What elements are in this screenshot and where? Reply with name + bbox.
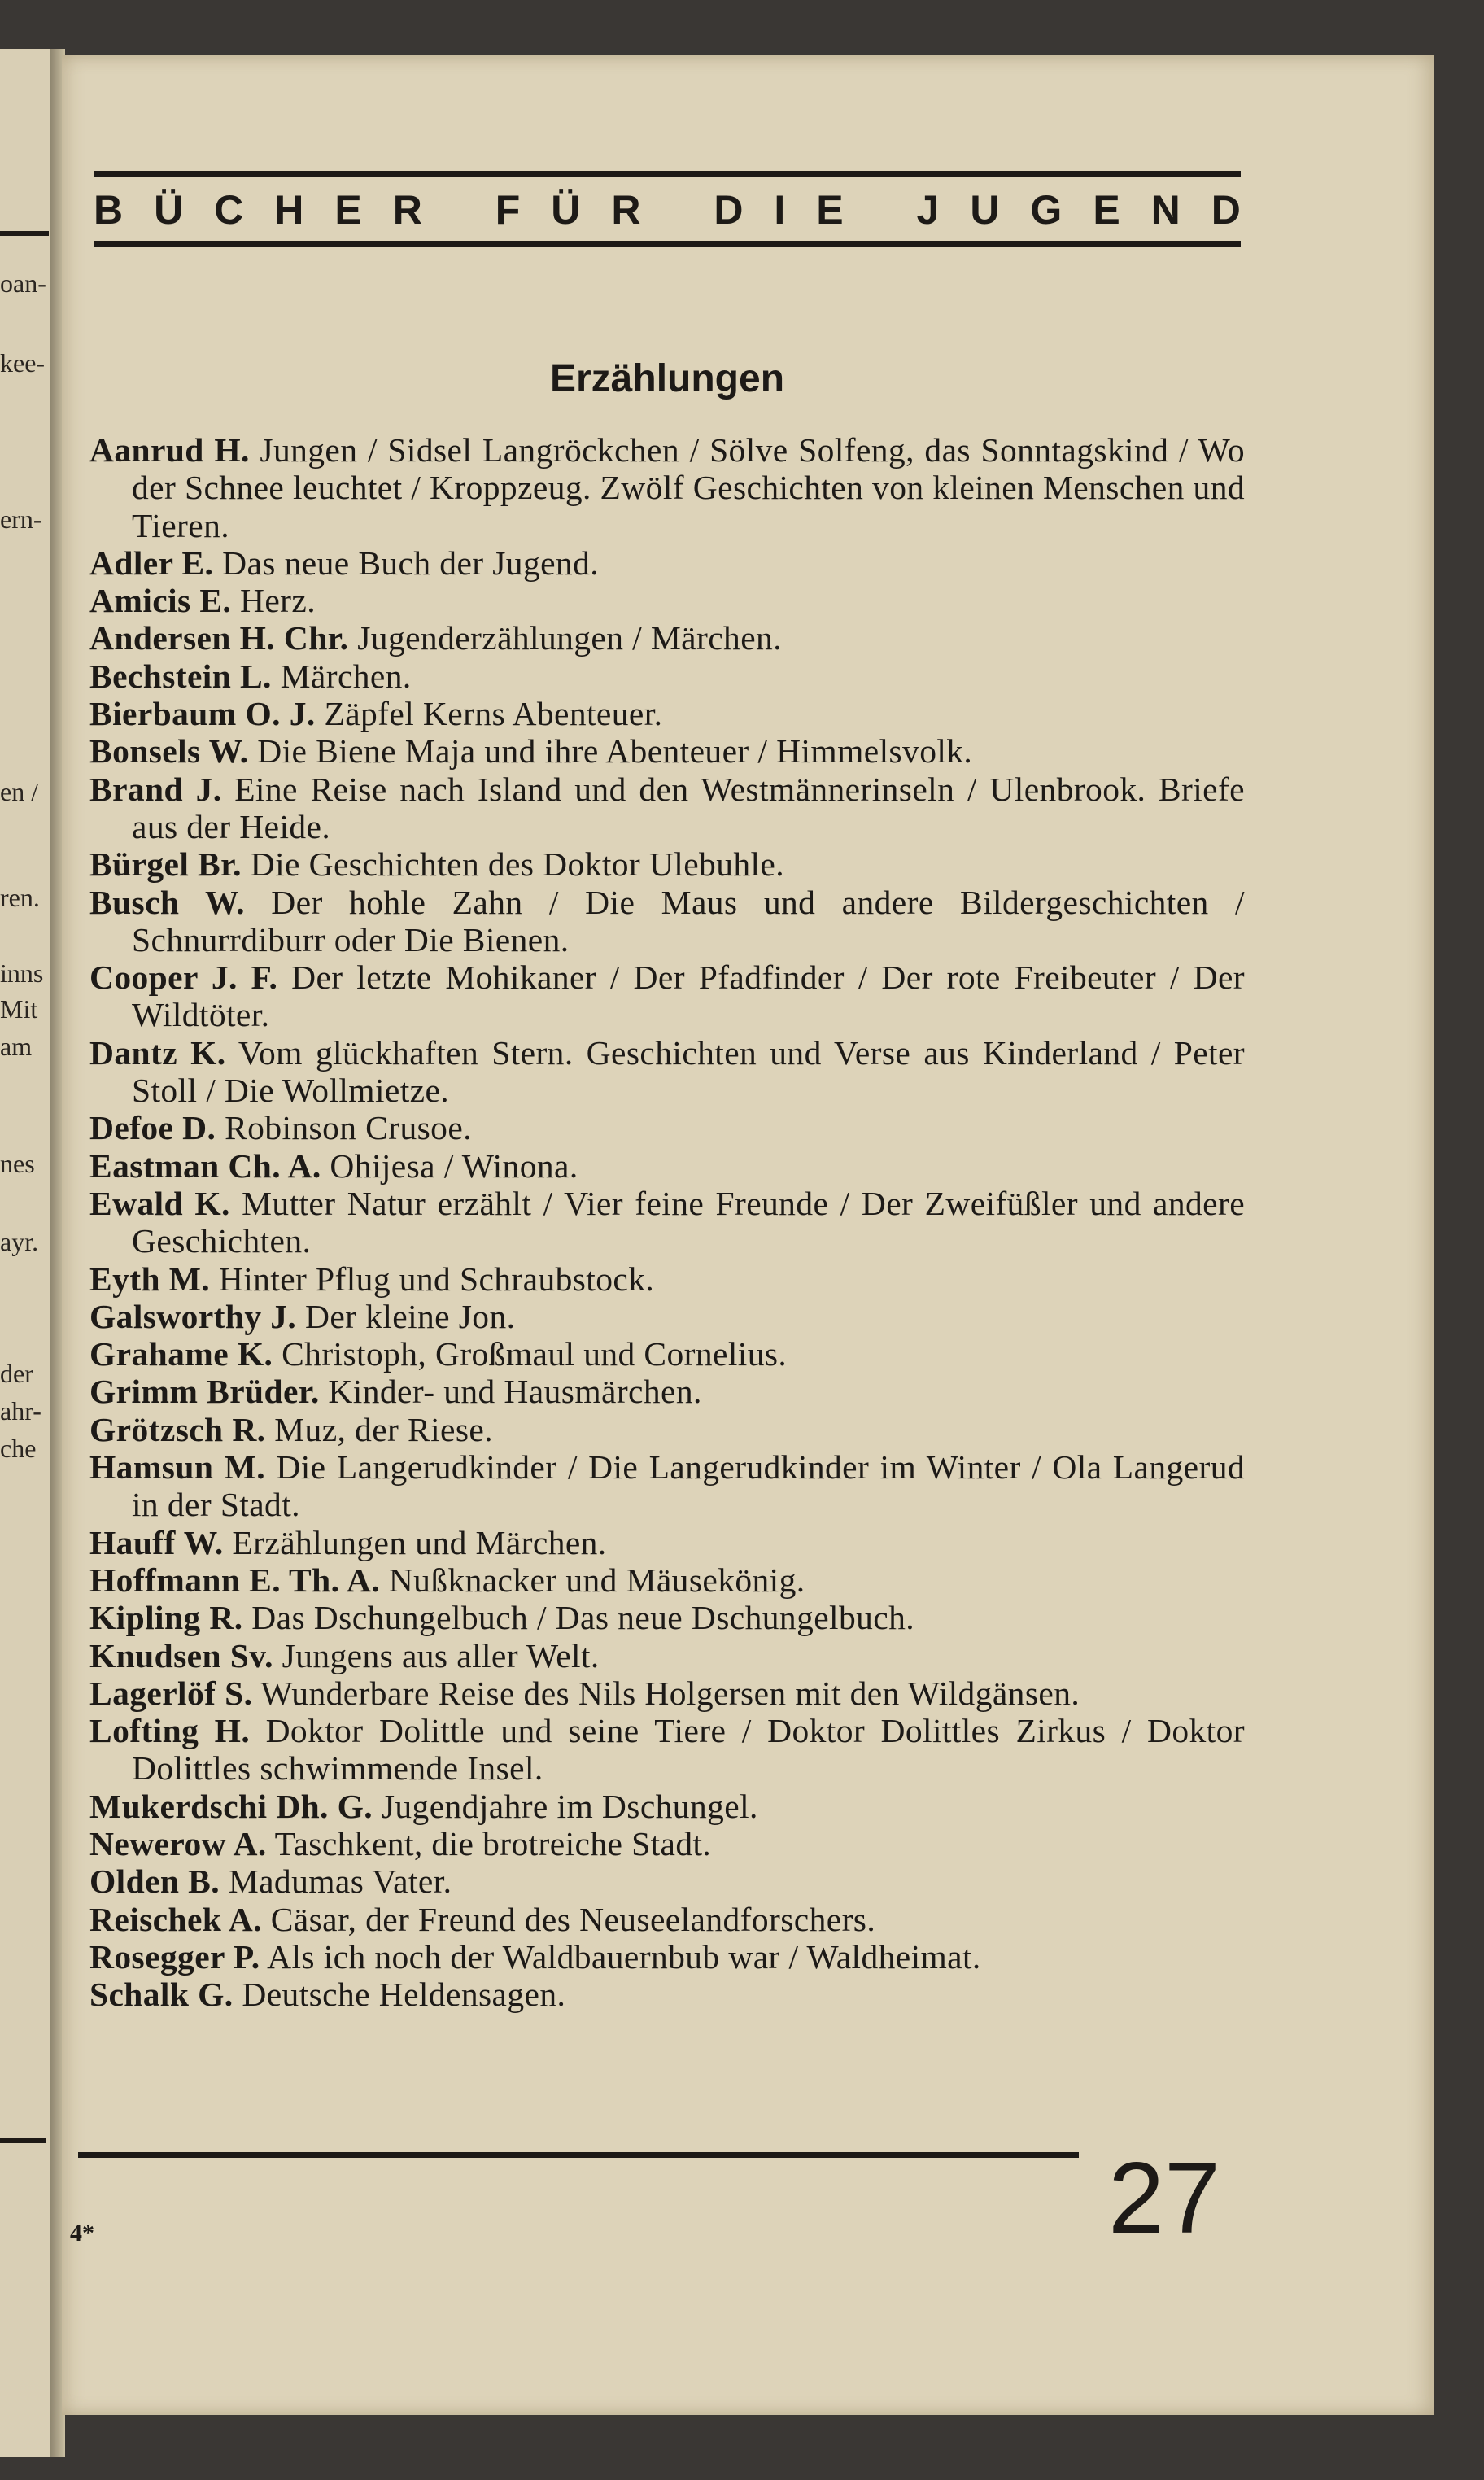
list-item (89, 1524, 1245, 1561)
header-letter: U (970, 187, 1000, 233)
entry-titles: Cäsar, der Freund des Neuseelandforschers. (270, 1900, 876, 1938)
left-fragment: ren. (0, 883, 40, 912)
list-item (89, 1674, 1245, 1712)
header-letter: J (916, 187, 940, 233)
header-top-rule (94, 171, 1241, 177)
entry-author: Aanrud H. (89, 431, 250, 469)
left-fragment: inns (0, 958, 44, 988)
list-item (89, 1788, 1245, 1825)
entry-author: Grimm Brüder. (89, 1373, 320, 1411)
list-item (89, 657, 1245, 695)
entry-titles: Mutter Natur erzählt / Vier feine Freunde / Der Zweifüßler und andere Geschichten. (132, 1184, 1246, 1260)
header-title (94, 186, 1241, 234)
entry-titles: Ohijesa / Winona. (330, 1146, 578, 1185)
list-item (89, 1034, 1245, 1110)
entry-author: Adler E. (89, 544, 214, 582)
left-fragment: ayr. (0, 1227, 39, 1256)
list-item (89, 1712, 1245, 1788)
header-letter: F (495, 187, 521, 233)
header-letter: E (334, 187, 362, 233)
entry-titles: Das Dschungelbuch / Das neue Dschungelbuch. (251, 1599, 915, 1637)
entry-author: Newerow A. (89, 1824, 267, 1862)
entry-author: Cooper J. F. (89, 958, 278, 997)
entry-author: Olden B. (89, 1862, 220, 1901)
list-item (89, 1938, 1245, 1976)
left-fragment: ern- (0, 504, 42, 534)
entry-author: Grahame K. (89, 1335, 273, 1373)
list-item (89, 1862, 1245, 1900)
entry-titles: Erzählungen und Märchen. (232, 1523, 607, 1561)
list-item (89, 771, 1245, 846)
list-item (89, 1448, 1245, 1524)
entry-author: Busch W. (89, 883, 245, 921)
left-page-rule (0, 231, 49, 236)
entry-author: Reischek A. (89, 1900, 262, 1938)
entry-author: Galsworthy J. (89, 1297, 297, 1335)
entry-titles: Nußknacker und Mäusekönig. (388, 1561, 805, 1599)
header-letter: H (274, 187, 304, 233)
entry-titles: Wunderbare Reise des Nils Holgersen mit den Wildgänsen. (260, 1674, 1080, 1712)
entry-author: Hamsun M. (89, 1448, 266, 1487)
header-letter: I (774, 187, 786, 233)
entry-author: Schalk G. (89, 1976, 234, 2014)
entry-titles: Herz. (239, 582, 316, 620)
list-item (89, 1298, 1245, 1335)
entry-titles: Hinter Pflug und Schraubstock. (218, 1260, 655, 1298)
header-letter: Ü (154, 187, 184, 233)
entry-titles: Robinson Crusoe. (225, 1109, 472, 1147)
entry-titles: Jugendjahre im Dschungel. (381, 1787, 758, 1825)
entry-titles: Deutsche Heldensagen. (242, 1976, 566, 2014)
list-item (89, 732, 1245, 770)
list-item (89, 884, 1245, 959)
entry-author: Bierbaum O. J. (89, 695, 316, 733)
header-space (875, 186, 886, 234)
entry-titles: Als ich noch der Waldbauernbub war / Waldheimat. (267, 1937, 981, 1976)
entry-author: Amicis E. (89, 582, 232, 620)
entry-author: Bürgel Br. (89, 845, 242, 884)
page-number: 27 (1108, 2142, 1220, 2255)
list-item (89, 958, 1245, 1034)
header-letter: E (816, 187, 844, 233)
list-item (89, 1335, 1245, 1373)
entry-author: Bechstein L. (89, 657, 272, 695)
left-fragment: nes (0, 1149, 35, 1178)
entry-author: Dantz K. (89, 1033, 226, 1072)
left-fragment: en / (0, 777, 39, 806)
header-letter: R (392, 187, 422, 233)
header-letter: C (214, 187, 244, 233)
header-letter: E (1093, 187, 1120, 233)
header-bottom-rule (94, 241, 1241, 247)
entry-author: Grötzsch R. (89, 1410, 266, 1448)
entry-titles: Jugenderzählungen / Märchen. (357, 619, 782, 657)
list-item (89, 544, 1245, 582)
entry-titles: Eine Reise nach Island und den Westmännerinseln / Ulenbrook. Briefe aus der Heide. (132, 770, 1245, 845)
list-item (89, 619, 1245, 657)
list-item (89, 431, 1245, 544)
entry-titles: Kinder- und Hausmärchen. (328, 1373, 702, 1411)
entry-author: Brand J. (89, 770, 222, 808)
list-item (89, 1147, 1245, 1185)
entry-titles: Die Biene Maja und ihre Abenteuer / Himmelsvolk. (257, 732, 973, 771)
entry-titles: Jungens aus aller Welt. (282, 1636, 600, 1674)
entry-author: Defoe D. (89, 1109, 216, 1147)
entry-titles: Jungen / Sidsel Langröckchen / Sölve Solfeng, das Sonntagskind / Wo der Schnee leuchtet / Kroppzeug. Zwölf Geschichten von kleinen Menschen und Tieren. (132, 431, 1245, 544)
list-item (89, 845, 1245, 883)
left-page-rule (0, 2138, 46, 2143)
header-letter: D (714, 187, 744, 233)
entry-titles: Die Langerudkinder / Die Langerudkinder im Winter / Ola Langerud in der Stadt. (132, 1448, 1246, 1524)
entry-author: Hoffmann E. Th. A. (89, 1561, 380, 1599)
header-space (671, 186, 683, 234)
entry-author: Eyth M. (89, 1260, 211, 1298)
list-item (89, 1373, 1245, 1410)
entry-titles: Die Geschichten des Doktor Ulebuhle. (250, 845, 785, 884)
entry-titles: Der kleine Jon. (304, 1297, 516, 1335)
header-letter: N (1150, 187, 1181, 233)
entry-titles: Das neue Buch der Jugend. (222, 544, 600, 582)
list-item (89, 1109, 1245, 1146)
entry-titles: Zäpfel Kerns Abenteuer. (324, 695, 663, 733)
entry-list (89, 431, 1245, 2013)
signature-mark: 4* (70, 2220, 94, 2246)
entry-titles: Muz, der Riese. (274, 1410, 494, 1448)
left-fragment: oan- (0, 269, 46, 298)
left-fragment: Mit (0, 994, 38, 1024)
left-fragment: che (0, 1434, 37, 1463)
entry-author: Lofting H. (89, 1712, 251, 1750)
left-fragment: der (0, 1359, 33, 1388)
entry-author: Lagerlöf S. (89, 1674, 253, 1712)
list-item (89, 1411, 1245, 1448)
entry-author: Hauff W. (89, 1523, 224, 1561)
header-letter: Ü (551, 187, 581, 233)
entry-titles: Vom glückhaften Stern. Geschichten und Verse aus Kinderland / Peter Stoll / Die Wollmietze. (132, 1033, 1245, 1110)
entry-author: Rosegger P. (89, 1937, 260, 1976)
header-space (453, 186, 465, 234)
left-fragment: kee- (0, 348, 46, 378)
entry-titles: Der hohle Zahn / Die Maus und andere Bildergeschichten / Schnurrdiburr oder Die Bienen. (132, 883, 1245, 958)
list-item (89, 1637, 1245, 1674)
entry-author: Andersen H. Chr. (89, 619, 349, 657)
left-fragment: am (0, 1032, 33, 1061)
header-letter: B (94, 187, 124, 233)
entry-titles: Der letzte Mohikaner / Der Pfadfinder / Der rote Freibeuter / Der Wildtöter. (132, 958, 1245, 1034)
left-page-edge (0, 49, 57, 2457)
entry-titles: Märchen. (280, 657, 412, 695)
header-letter: R (611, 187, 641, 233)
section-title: Erzählungen (549, 357, 785, 400)
entry-author: Mukerdschi Dh. G. (89, 1787, 373, 1825)
list-item (89, 1976, 1245, 2013)
entry-author: Bonsels W. (89, 732, 249, 771)
entry-titles: Doktor Dolittle und seine Tiere / Doktor Dolittles Zirkus / Doktor Dolittles schwimmende Insel. (132, 1712, 1245, 1788)
list-item (89, 1599, 1245, 1636)
entry-titles: Madumas Vater. (228, 1862, 452, 1901)
list-item (89, 582, 1245, 619)
list-item (89, 1901, 1245, 1938)
list-item (89, 1825, 1245, 1862)
list-item (89, 1561, 1245, 1599)
footer-rule (78, 2152, 1079, 2158)
header-letter: D (1211, 187, 1241, 233)
entry-author: Kipling R. (89, 1599, 243, 1637)
entry-titles: Christoph, Großmaul und Cornelius. (282, 1335, 788, 1373)
entry-author: Knudsen Sv. (89, 1636, 273, 1674)
header-letter: G (1030, 187, 1063, 233)
list-item (89, 695, 1245, 732)
left-fragment: ahr- (0, 1396, 41, 1426)
list-item (89, 1260, 1245, 1298)
entry-author: Ewald K. (89, 1184, 230, 1222)
entry-titles: Taschkent, die brotreiche Stadt. (274, 1824, 712, 1862)
entry-author: Eastman Ch. A. (89, 1146, 321, 1185)
list-item (89, 1185, 1245, 1260)
